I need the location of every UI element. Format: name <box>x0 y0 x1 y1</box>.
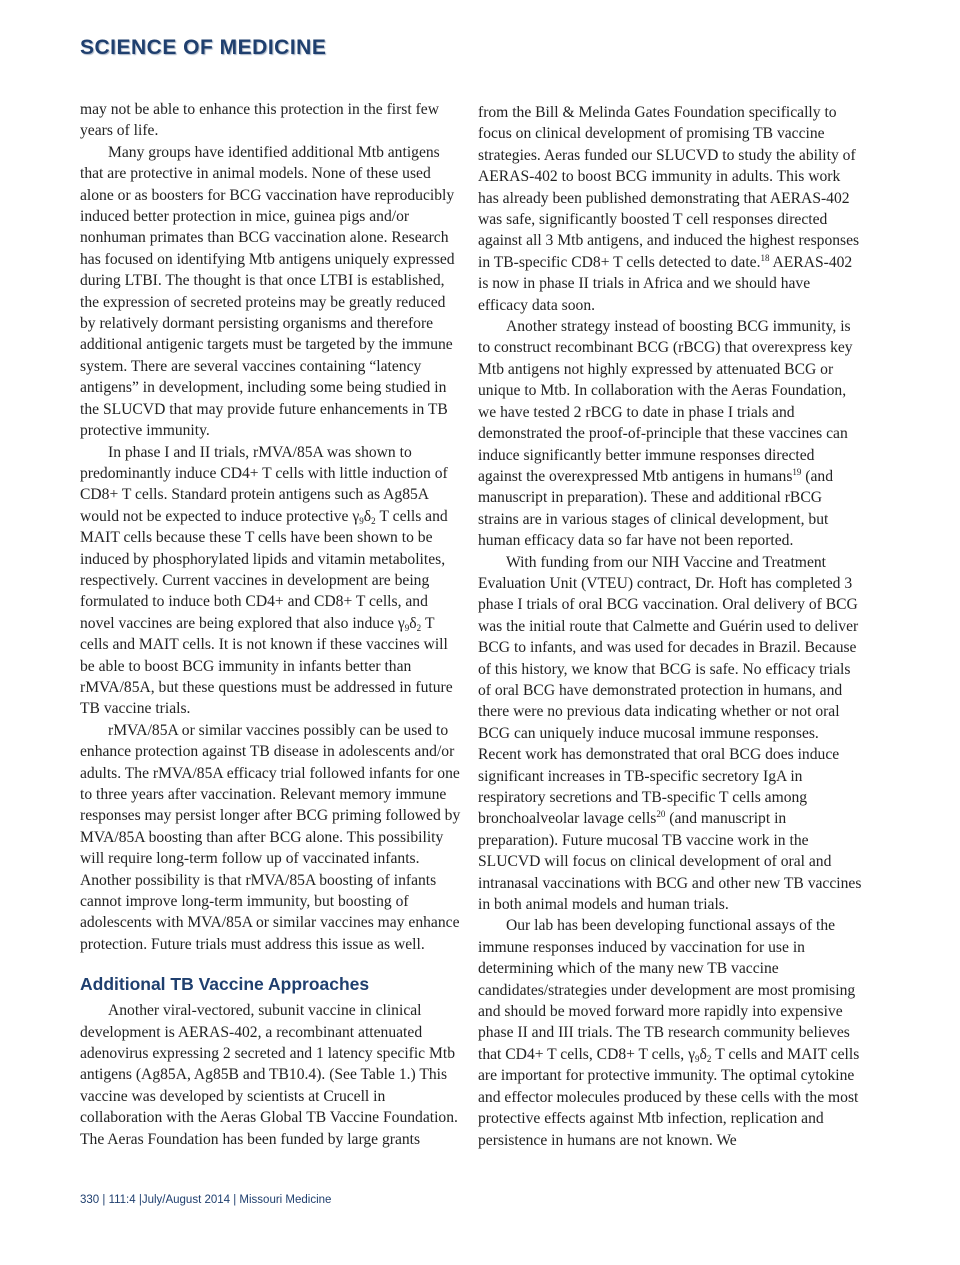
paragraph <box>478 316 862 551</box>
section-header: SCIENCE OF MEDICINE <box>80 36 327 59</box>
gamma-symbol: γ <box>352 507 360 525</box>
paragraph <box>478 102 862 316</box>
delta-symbol: δ <box>363 507 372 525</box>
subscript: 9 <box>359 515 364 526</box>
left-column <box>80 99 464 1150</box>
text-run: Another strategy instead of boosting BCG immunity, is to construct recombinant BCG (rBCG) that overexpress key Mtb antigens not highly expressed by attenuated BCG or unique to Mtb. In collaboration with the Aeras Foundation, we have tested 2 rBCG to date in phase I trials and demonstrated the proof-of-principle that these vaccines can induce significantly better immune responses directed against the overexpressed Mtb antigens in humans <box>478 318 853 485</box>
section-heading: Additional TB Vaccine Approaches <box>80 974 370 995</box>
subscript: 9 <box>694 1053 700 1064</box>
subscript: 2 <box>416 622 422 633</box>
text-run: from the Bill & Melinda Gates Foundation specifically to focus on clinical development of promising TB vaccine strategies. Aeras funded our SLUCVD to study the ability of AERAS-402 to boost BCG immunity in adults. This work has already been published demonstrating that AERAS-402 was safe, significantly boosted T cell responses directed against all 3 Mtb antigens, and induced the highest responses in TB-specific CD8+ T cells detected to date. <box>478 104 860 271</box>
paragraph: rMVA/85A or similar vaccines possibly can be used to enhance protection against TB disease in adolescents and/or adults. The rMVA/85A efficacy trial followed infants for one to three years after vaccination. Relevant memory immune responses may persist longer after BCG priming followed by MVA/85A boosting than after BCG alone. This possibility will require long-term follow up of vaccinated infants. Another possibility is that rMVA/85A boosting of infants cannot improve long-term immunity, but boosting of adolescents with MVA/85A or similar vaccines may enhance protection. Future trials must address this issue as well. <box>80 721 461 953</box>
text-run: (and manuscript in preparation). Future mucosal TB vaccine work in the SLUCVD will focus on clinical development of oral and intranasal vaccinations with BCG and other new TB vaccines in both animal models and human trials. <box>478 810 862 914</box>
paragraph: may not be able to enhance this protection in the first few years of life. <box>80 101 439 140</box>
text-run: T cells and MAIT cells because these T cells have been shown to be induced by phosphorylated lipids and vitamin metabolites, respectively. Current vaccines in development are being formulated to induce both CD4+ and CD8+ T cells, and novel vaccines are being explored that also induce <box>80 507 448 632</box>
text-run: T cells and MAIT cells. It is not known if these vaccines will be able to boost BCG immunity in infants better than rMVA/85A, but these questions must be addressed in future TB vaccine trials. <box>80 614 453 718</box>
subscript: 9 <box>404 622 410 633</box>
text-run: T cells and MAIT cells are important for protective immunity. The optimal cytokine and effector molecules produced by these cells with the most protective effects against Mtb infection, replication and persistence in humans are not known. We <box>478 1045 860 1149</box>
page-footer: 330 | 111:4 |July/August 2014 | Missouri Medicine <box>80 1194 332 1206</box>
paragraph <box>80 442 464 720</box>
delta-symbol: δ <box>409 614 417 632</box>
reference-number: 20 <box>656 809 666 820</box>
paragraph: Another viral-vectored, subunit vaccine in clinical development is AERAS-402, a recombinant attenuated adenovirus expressing 2 secreted and 1 latency specific Mtb antigens (Ag85A, Ag85B and TB10.4). (See Table 1.) This vaccine was developed by scientists at Crucell in collaboration with the Aeras Global TB Vaccine Foundation. The Aeras Foundation has been funded by large grants <box>80 1002 458 1148</box>
text-run: (and manuscript in preparation). These and additional rBCG strains are in various stages of clinical development, but human efficacy data so far have not been reported. <box>478 467 834 550</box>
paragraph: Many groups have identified additional Mtb antigens that are protective in animal models. None of these used alone or as boosters for BCG vaccination have reproducibly induced better protection in mice, guinea pigs and/or nonhuman primates than BCG vaccination alone. Research has focused on identifying Mtb antigens uniquely expressed during LTBI. The thought is that once LTBI is established, the expression of secreted proteins may be greatly reduced by relatively dormant persisting organisms and therefore additional antigenic targets must be targeted by the immune system. There are several vaccines containing “latency antigens” in development, including some being studied in the SLUCVD that may provide future enhancements in TB protective immunity. <box>80 143 455 440</box>
gamma-symbol: γ <box>688 1045 695 1063</box>
reference-number: 19 <box>792 466 802 477</box>
text-run: AERAS-402 is now in phase II trials in Africa and we should have efficacy data soon. <box>478 253 853 314</box>
right-column <box>478 102 862 1151</box>
paragraph <box>478 552 862 916</box>
reference-number: 18 <box>760 252 770 263</box>
text-run: Our lab has been developing functional assays of the immune responses induced by vaccination for use in determining which of the many new TB vaccine candidates/strategies under development are most promising and should be moved forward more rapidly into expensive phase II and III trials. The TB research community believes that CD4+ T cells, CD8+ T cells, <box>478 917 856 1063</box>
paragraph <box>478 915 862 1150</box>
subscript: 2 <box>706 1053 712 1064</box>
delta-symbol: δ <box>699 1045 707 1063</box>
subscript: 2 <box>371 515 376 526</box>
text-run: In phase I and II trials, rMVA/85A was shown to predominantly induce CD4+ T cells with little induction of CD8+ T cells. Standard protein antigens such as Ag85A would not be expected to induce protective <box>80 443 448 525</box>
gamma-symbol: γ <box>397 614 405 632</box>
text-run: With funding from our NIH Vaccine and Treatment Evaluation Unit (VTEU) contract, Dr. Hoft has completed 3 phase I trials of oral BCG vaccination. Oral delivery of BCG was the initial route that Calmette and Guérin used to deliver BCG to infants, and was used for decades in Brazil. Because of this history, we know that BCG is safe. No efficacy trials of oral BCG have demonstrated protection in humans, and there were no previous data indicating whether or not oral BCG can uniquely induce mucosal immune responses. Recent work has demonstrated that oral BCG does induce significant increases in TB-specific secretory IgA in respiratory secretions and TB-specific T cells among bronchoalveolar lavage cells <box>478 553 859 828</box>
